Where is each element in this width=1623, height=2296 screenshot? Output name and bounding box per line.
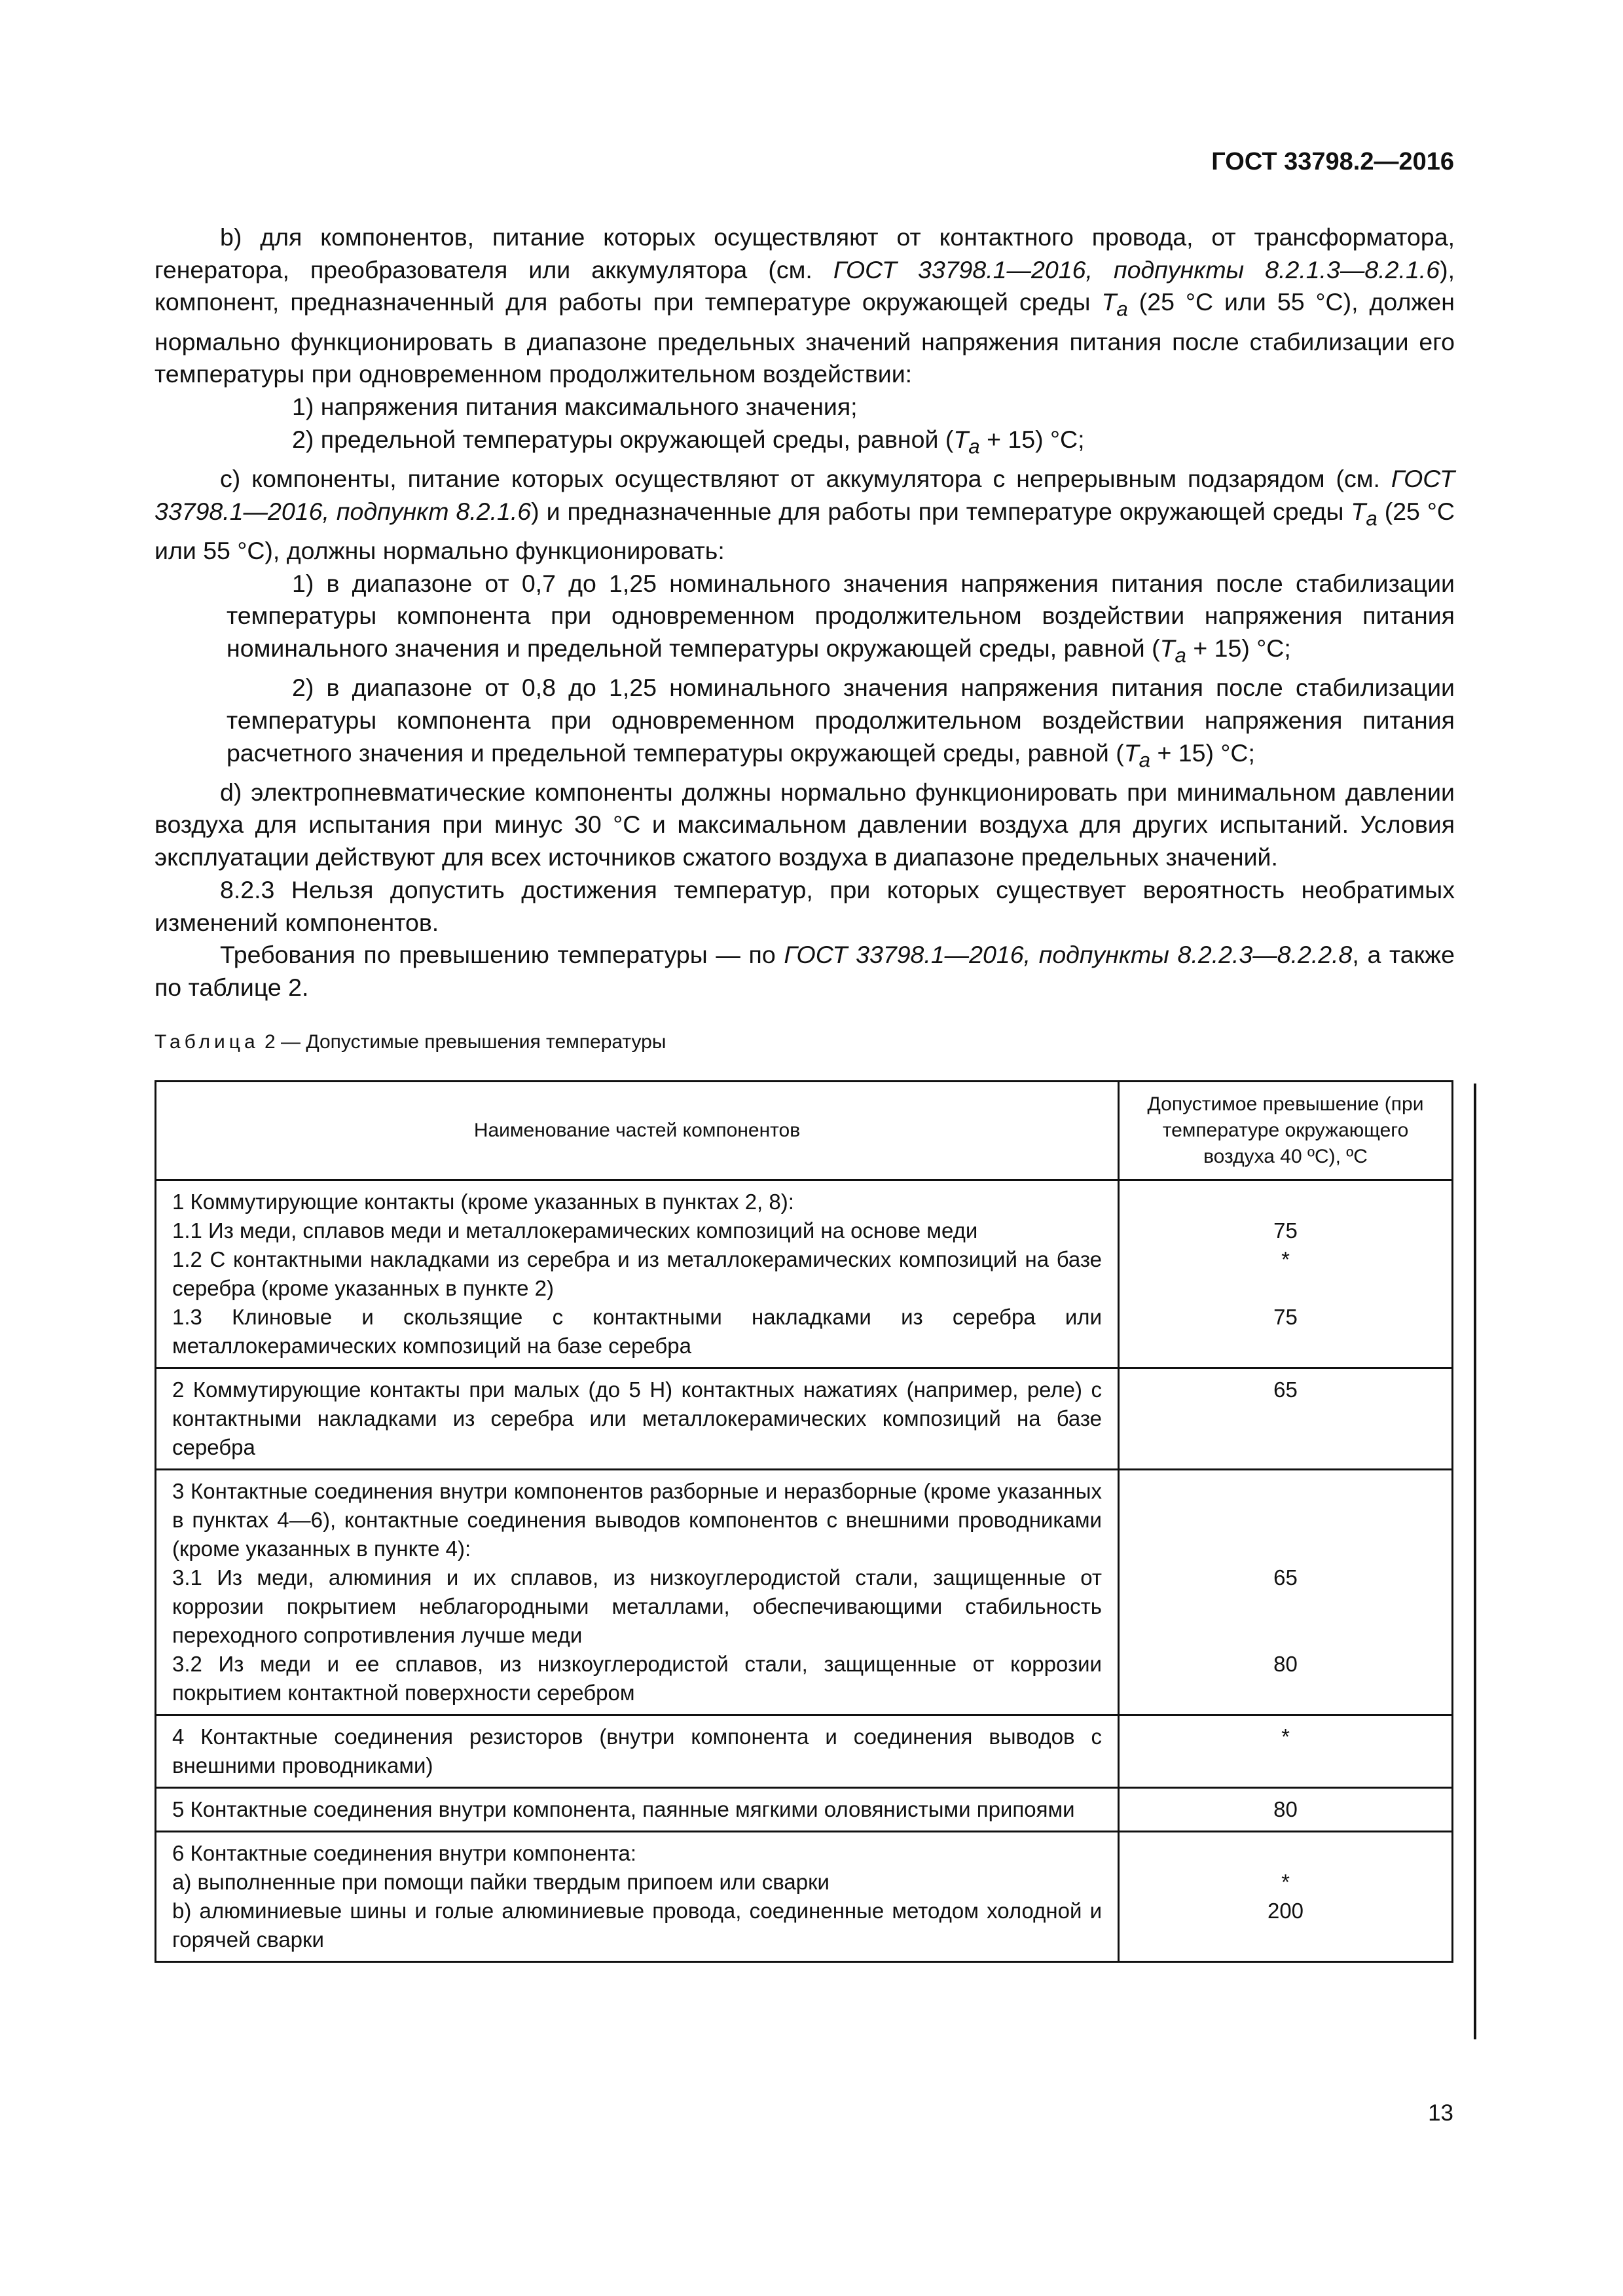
text-run: 1) в диапазоне от 0,7 до 1,25 номинального значения напряжения питания после стабилизации температуры компонента при одновременном продолжительном воздействии напряжения питания номинального значения и предельной температуры окружающей среды, равной ( xyxy=(227,569,1455,662)
text-run: ) и предназначенные для работы при температуре окружающей среды xyxy=(531,497,1351,525)
row-3-name xyxy=(156,1470,1119,1715)
row-5-name xyxy=(156,1788,1119,1832)
text-run: 2) в диапазоне от 0,8 до 1,25 номинального значения напряжения питания после стабилизации температуры компонента при одновременном продолжительном воздействии напряжения питания расчетного значения и предельной температуры окружающей среды, равной ( xyxy=(227,674,1455,767)
paragraph-c xyxy=(155,463,1455,568)
row-value: 80 xyxy=(1273,1652,1298,1676)
row-6-name xyxy=(156,1832,1119,1962)
paragraph-b-item-2 xyxy=(155,424,1455,463)
row-value: 80 xyxy=(1273,1797,1298,1821)
row-line: 3.2 Из меди и ее сплавов, из низкоуглеродистой стали, защищенные от коррозии покрытием контактной поверхности серебром xyxy=(172,1652,1102,1705)
table-row xyxy=(156,1180,1453,1368)
symbol-ta xyxy=(1123,738,1151,772)
row-line: 4 Контактные соединения резисторов (внутри компонента и соединения выводов с внешними проводниками) xyxy=(172,1724,1102,1777)
text-run: (25 °С или 55 °С), должен нормально функционировать в диапазоне предельных значений напряжения питания после стабилизации его температуры при одновременном продолжительном воздействии: xyxy=(155,288,1455,388)
reference: ГОСТ 33798.1—2016, подпункты 8.2.1.3—8.2.1.6 xyxy=(833,255,1440,283)
row-value: 65 xyxy=(1273,1377,1298,1402)
reference: ГОСТ 33798.1—2016, подпункты 8.2.2.3—8.2.2.8 xyxy=(784,941,1353,969)
table-row xyxy=(156,1368,1453,1470)
table-row xyxy=(156,1832,1453,1962)
reference: ГОСТ 33798.1—2016, подпункт 8.2.1.6 xyxy=(155,464,1455,525)
row-value: 65 xyxy=(1273,1565,1298,1590)
table-row xyxy=(156,1470,1453,1715)
text-run: , а также по таблице 2. xyxy=(155,941,1455,1001)
row-value: * xyxy=(1281,1724,1290,1749)
row-line: 1.3 Клиновые и скользящие с контактными накладками из серебра или металлокерамических композиций на базе серебра xyxy=(172,1305,1102,1358)
page-number: 13 xyxy=(1428,2100,1453,2126)
text-run: + 15) °С; xyxy=(1150,738,1255,767)
table-row xyxy=(156,1788,1453,1832)
row-value: 75 xyxy=(1273,1218,1298,1243)
symbol-sub: a xyxy=(1366,507,1377,530)
text-run: 2) предельной температуры окружающей среды, равной ( xyxy=(292,425,954,453)
row-2-value xyxy=(1119,1368,1453,1470)
symbol-ta xyxy=(953,425,980,458)
row-line: 6 Контактные соединения внутри компонента: xyxy=(172,1841,637,1865)
row-line: b) алюминиевые шины и голые алюминиевые провода, соединенные методом холодной и горячей сварки xyxy=(172,1899,1102,1952)
symbol-t: T xyxy=(1101,288,1117,316)
row-line: 3.1 Из меди, алюминия и их сплавов, из низкоуглеродистой стали, защищенные от коррозии покрытием неблагородными металлами, обеспечивающими стабильность переходного сопротивления лучше меди xyxy=(172,1565,1102,1647)
row-line: 3 Контактные соединения внутри компонентов разборные и неразборные (кроме указанных в пунктах 4—6), контактные соединения выводов компонентов с внешними проводниками (кроме указанных в пункте 4): xyxy=(172,1479,1102,1561)
symbol-t: T xyxy=(953,425,969,453)
row-value: 200 xyxy=(1267,1899,1304,1923)
paragraph-b xyxy=(155,221,1455,391)
text-run: (25 °С или 55 °С), должны нормально функционировать: xyxy=(155,497,1455,564)
paragraph-requirements xyxy=(155,939,1455,1004)
row-1-value xyxy=(1119,1180,1453,1368)
row-line: 2 Коммутирующие контакты при малых (до 5 Н) контактных нажатиях (например, реле) с контактными накладками из серебра или металлокерамических композиций на базе серебра xyxy=(172,1377,1102,1459)
table-header-row xyxy=(156,1082,1453,1180)
row-value: 75 xyxy=(1273,1305,1298,1329)
paragraph-c-item-1 xyxy=(155,568,1455,672)
table-caption xyxy=(155,1029,666,1055)
row-4-name xyxy=(156,1715,1119,1788)
document-header: ГОСТ 33798.2—2016 xyxy=(1211,148,1454,175)
row-5-value xyxy=(1119,1788,1453,1832)
text-run: + 15) °С; xyxy=(1186,634,1291,662)
symbol-sub: a xyxy=(968,435,980,458)
row-value: * xyxy=(1281,1247,1290,1271)
row-line: 1.1 Из меди, сплавов меди и металлокерамических композиций на основе меди xyxy=(172,1218,978,1243)
text-run: b) для компонентов, питание которых осуществляют от контактного провода, от трансформатора, генератора, преобразователя или аккумулятора (см. xyxy=(155,223,1455,283)
caption-text: 2 — Допустимые превышения температуры xyxy=(259,1031,666,1053)
symbol-t: T xyxy=(1123,738,1139,767)
column-header-name: Наименование частей компонентов xyxy=(156,1082,1119,1180)
text-run: ), компонент, предназначенный для работы при температуре окружающей среды xyxy=(155,255,1455,316)
symbol-sub: a xyxy=(1175,644,1186,667)
revision-bar xyxy=(1474,1084,1476,2039)
row-6-value xyxy=(1119,1832,1453,1962)
text-run: с) компоненты, питание которых осуществляют от аккумулятора с непрерывным подзарядом (см. xyxy=(220,464,1391,492)
row-line: 5 Контактные соединения внутри компонента, паянные мягкими оловянистыми припоями xyxy=(172,1797,1075,1821)
row-line: 1 Коммутирующие контакты (кроме указанных в пунктах 2, 8): xyxy=(172,1190,794,1214)
row-2-name xyxy=(156,1368,1119,1470)
symbol-sub: a xyxy=(1139,748,1151,772)
symbol-t: T xyxy=(1159,634,1175,662)
paragraph-c-item-2 xyxy=(155,672,1455,776)
symbol-ta xyxy=(1351,497,1377,530)
paragraph-b-item-1: 1) напряжения питания максимального значения; xyxy=(292,393,858,421)
table-body xyxy=(156,1180,1453,1962)
temperature-table xyxy=(155,1080,1453,1963)
column-header-value: Допустимое превышение (при температуре окружающего воздуха 40 ºС), ºС xyxy=(1119,1082,1453,1180)
row-3-value xyxy=(1119,1470,1453,1715)
caption-word: Таблица xyxy=(155,1031,259,1053)
symbol-sub: a xyxy=(1116,297,1128,321)
row-line: 1.2 С контактными накладками из серебра и из металлокерамических композиций на базе серебра (кроме указанных в пункте 2) xyxy=(172,1247,1102,1300)
body-text xyxy=(155,221,1455,1004)
symbol-ta xyxy=(1101,288,1128,321)
row-value: * xyxy=(1281,1870,1290,1894)
table-row xyxy=(156,1715,1453,1788)
text-run: Требования по превышению температуры — по xyxy=(220,941,784,969)
row-line: а) выполненные при помощи пайки твердым припоем или сварки xyxy=(172,1870,830,1894)
paragraph-8-2-3: 8.2.3 Нельзя допустить достижения температур, при которых существует вероятность необратимых изменений компонентов. xyxy=(155,875,1455,936)
symbol-t: T xyxy=(1351,497,1366,525)
symbol-ta xyxy=(1159,634,1186,667)
paragraph-d: d) электропневматические компоненты должны нормально функционировать при минимальном давлении воздуха для испытания при минус 30 °С и максимальном давлении воздуха для других испытаний. Условия эксплуатации действуют для всех источников сжатого воздуха в диапазоне предельных значений. xyxy=(155,778,1455,871)
text-run: + 15) °С; xyxy=(979,425,1085,453)
row-1-name xyxy=(156,1180,1119,1368)
row-4-value xyxy=(1119,1715,1453,1788)
